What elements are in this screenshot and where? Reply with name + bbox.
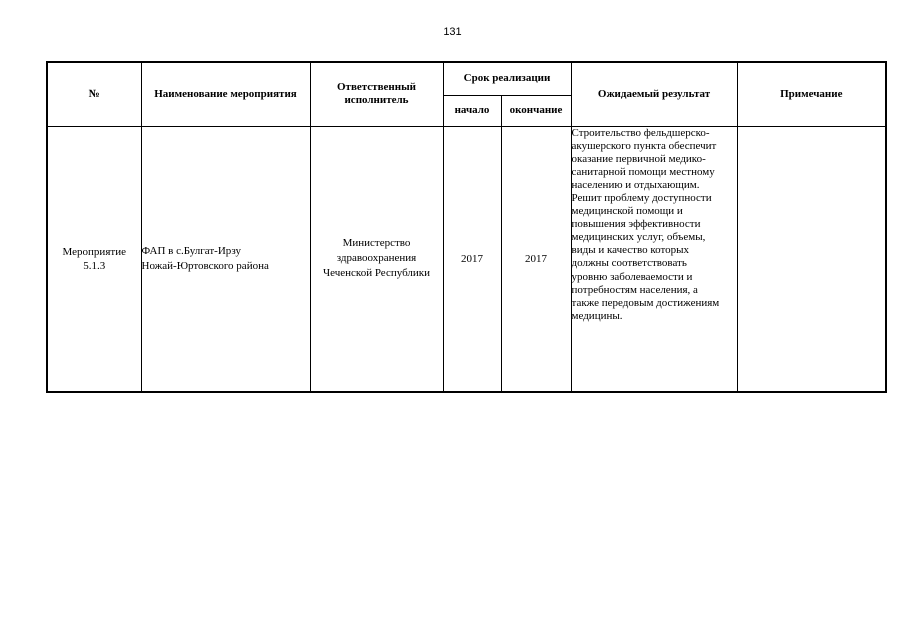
result-line: акушерского пункта обеспечит	[571, 139, 717, 152]
result-line: медицинской помощи и	[571, 205, 683, 218]
executor-line: Министерство	[342, 237, 411, 249]
event-name-line: Ножай-Юртовского района	[141, 259, 269, 272]
cell-event-name	[141, 126, 310, 392]
event-number-label: Мероприятие	[62, 245, 126, 258]
header-period: Срок реализации	[443, 62, 571, 95]
header-expected-result: Ожидаемый результат	[571, 62, 737, 126]
cell-start-year: 2017	[443, 126, 501, 392]
page-number: 131	[443, 26, 462, 38]
header-notes: Примечание	[737, 62, 886, 126]
executor-line: здравоохранения	[336, 252, 417, 264]
event-number-code: 5.1.3	[83, 259, 106, 272]
cell-end-year: 2017	[501, 126, 571, 392]
result-line: должны соответствовать	[571, 257, 687, 270]
cell-notes	[737, 126, 886, 392]
executor-line: Чеченской Республики	[322, 267, 431, 279]
result-line: медицины.	[571, 309, 623, 322]
event-name-line: ФАП в с.Булгат-Ирзу	[141, 244, 242, 257]
cell-number	[47, 126, 141, 392]
result-line: потребностям населения, а	[571, 283, 698, 296]
result-line: оказание первичной медико-	[571, 152, 706, 165]
header-row	[47, 62, 886, 95]
header-event-name: Наименование мероприятия	[141, 62, 310, 126]
result-line: также передовым достижениям	[571, 296, 720, 309]
cell-executor	[310, 126, 443, 392]
result-line: уровню заболеваемости и	[571, 270, 693, 283]
table-row	[47, 126, 886, 392]
cell-expected-result	[571, 126, 737, 392]
result-line: Решит проблему доступности	[571, 191, 712, 204]
result-line: медицинских услуг, объемы,	[571, 231, 706, 244]
result-line: виды и качество которых	[571, 244, 690, 257]
header-start: начало	[443, 95, 501, 126]
activities-table	[46, 61, 887, 393]
result-line: санитарной помощи местному	[571, 165, 715, 178]
result-line: Строительство фельдшерско-	[571, 126, 710, 139]
header-number: №	[47, 62, 141, 126]
result-line: повышения эффективности	[571, 218, 701, 231]
header-executor: Ответственный исполнитель	[310, 62, 443, 126]
result-line: населению и отдыхающим.	[571, 178, 700, 191]
header-end: окончание	[501, 95, 571, 126]
